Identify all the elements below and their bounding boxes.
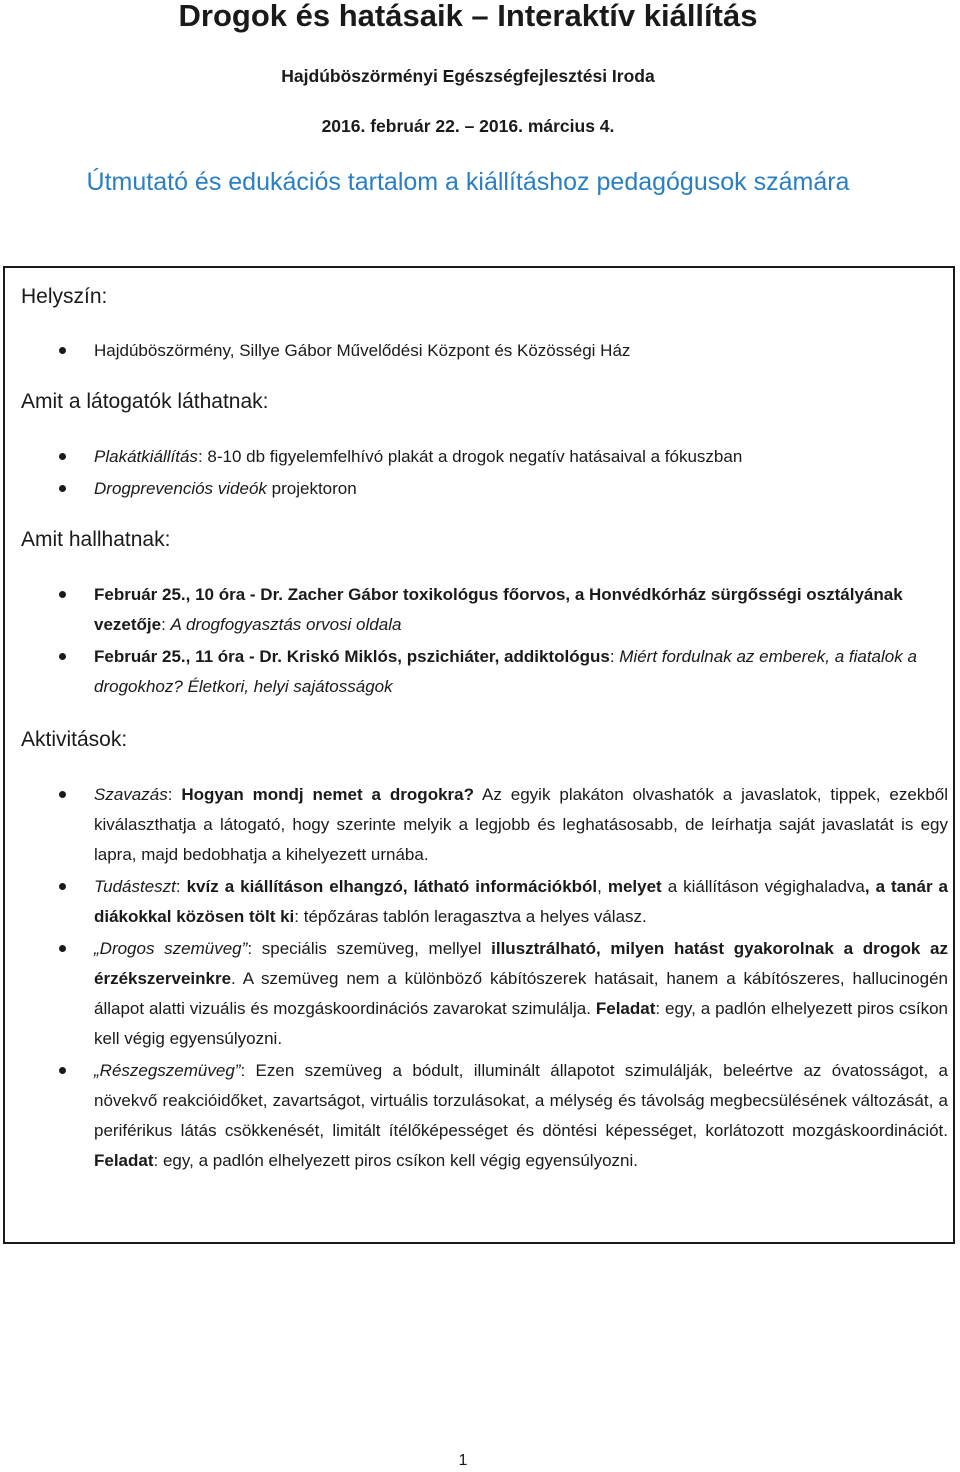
lecture-1: Február 25., 10 óra - Dr. Zacher Gábor toxikológus főorvos, a Honvédkórház sürgősségi osztályának vezetője: A drogfogyasztás orvosi oldala — [94, 585, 903, 634]
location-text: Hajdúböszörmény, Sillye Gábor Művelődési Központ és Közösségi Ház — [94, 341, 631, 360]
see-item-2: Drogprevenciós videók projektoron — [94, 479, 357, 498]
lecture-2: Február 25., 11 óra - Dr. Kriskó Miklós, pszichiáter, addiktológus: Miért fordulnak az emberek, a fiatalok a drogokhoz? Életkori, helyi sajátosságok — [94, 647, 917, 696]
activity-drunk-glasses: „Részegszemüveg”: Ezen szemüveg a bódult, illuminált állapotot szimulálják, beleértve az óvatosságot, a növekvő reakcióidőket, zavartságot, virtuális torzulásokat, a mélység és távolság megbecsülésének változását, a periférikus látás csökkenését, limitált ítélőképességet és döntési képességet, korlátozott mozgáskoordinációt. Feladat: egy, a padlón elhelyezett piros csíkon kell végig egyensúlyozni. — [94, 1061, 948, 1170]
see-item-1: Plakátkiállítás: 8-10 db figyelemfelhívó plakát a drogok negatív hatásaival a fókuszban — [94, 447, 743, 466]
bullet-icon — [59, 945, 66, 952]
page-number: 1 — [458, 1452, 468, 1469]
hear-heading: Amit hallhatnak: — [21, 528, 171, 551]
exhibition-dates: 2016. február 22. – 2016. március 4. — [321, 116, 615, 136]
bullet-icon — [59, 591, 66, 598]
activities-heading: Aktivitások: — [21, 728, 128, 751]
activity-quiz: Tudásteszt: kvíz a kiállításon elhangzó, látható információkból, melyet a kiállításon végighaladva, a tanár a diákokkal közösen tölt ki: tépőzáras tablón leragasztva a helyes válasz. — [94, 877, 948, 926]
bullet-icon — [59, 485, 66, 492]
activity-vote: Szavazás: Hogyan mondj nemet a drogokra? Az egyik plakáton olvashatók a javaslatok, tippek, ezekből kiválaszthatja a látogató, hogy szerinte melyik a legjobb és leghatásosabb, de leírhatja saját javaslatát is egy lapra, majd bedobhatja a kihelyezett urnába. — [94, 785, 949, 864]
bullet-icon — [59, 883, 66, 890]
location-heading: Helyszín: — [21, 285, 108, 308]
content-box — [3, 266, 955, 1244]
bullet-icon — [59, 653, 66, 660]
bullet-icon — [59, 791, 66, 798]
bullet-icon — [59, 347, 66, 354]
document-title: Drogok és hatásaik – Interaktív kiállítás — [178, 0, 758, 33]
activity-drug-glasses: „Drogos szemüveg”: speciális szemüveg, mellyel illusztrálható, milyen hatást gyakorolnak a drogok az érzékszerveinkre. A szemüveg nem a különböző kábítószerek hatásait, hanem a kábítószeres, hallucinogén állapot alatti vizuális és mozgáskoordinációs zavarokat szimulálja. Feladat: egy, a padlón elhelyezett piros csíkon kell végig egyensúlyozni. — [94, 939, 948, 1048]
bullet-icon — [59, 1067, 66, 1074]
organization: Hajdúböszörményi Egészségfejlesztési Iroda — [281, 66, 655, 86]
guide-title: Útmutató és edukációs tartalom a kiállításhoz pedagógusok számára — [86, 168, 850, 196]
bullet-icon — [59, 453, 66, 460]
see-heading: Amit a látogatók láthatnak: — [21, 390, 269, 413]
